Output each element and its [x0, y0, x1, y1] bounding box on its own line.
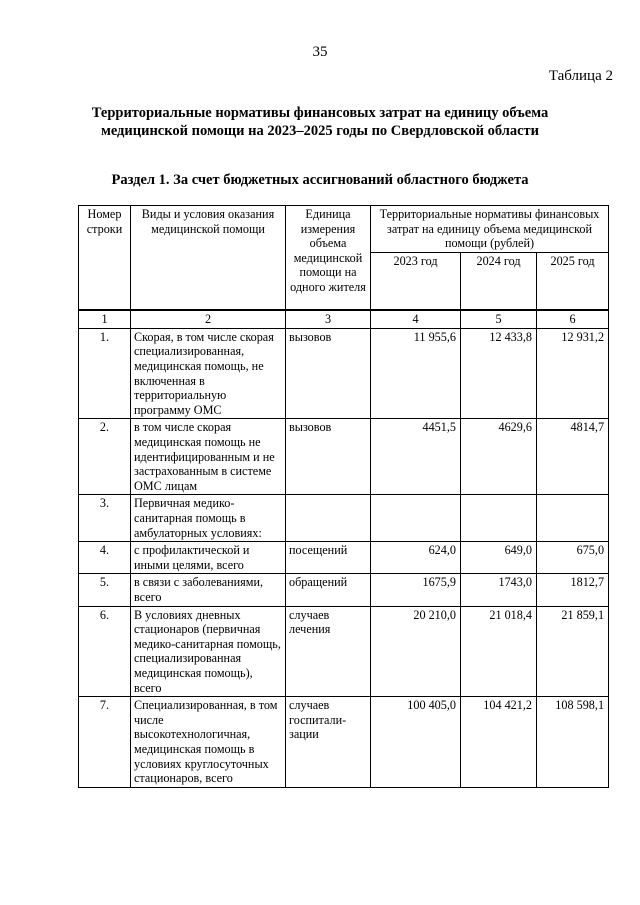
value-2023: 1675,9	[371, 574, 461, 606]
care-type: с профилактической и иными целями, всего	[131, 542, 286, 574]
value-2024: 12 433,8	[461, 328, 537, 419]
column-number: 4	[371, 310, 461, 328]
table-row	[79, 697, 609, 788]
care-type: Первичная медико-санитарная помощь в амбулаторных условиях:	[131, 495, 286, 542]
care-type: Специализированная, в том числе высокотехнологичная, медицинская помощь в условиях круглосуточных стационаров, всего	[131, 697, 286, 788]
header-row-number: Номер строки	[79, 206, 131, 311]
care-type: в том числе скорая медицинская помощь не идентифицированным и не застрахованным в системе ОМС лицам	[131, 419, 286, 495]
row-number: 5.	[79, 574, 131, 606]
header-norms-group: Территориальные нормативы финансовых затрат на единицу объема медицинской помощи (рублей)	[371, 206, 609, 253]
table-row	[79, 606, 609, 697]
row-number: 2.	[79, 419, 131, 495]
value-2025	[537, 495, 609, 542]
column-number: 2	[131, 310, 286, 328]
table-row	[79, 495, 609, 542]
column-numbers-row	[79, 310, 609, 328]
header-care-type: Виды и условия оказания медицинской помощи	[131, 206, 286, 311]
section-title: Раздел 1. За счет бюджетных ассигнований областного бюджета	[111, 172, 529, 188]
table-row	[79, 328, 609, 419]
row-number: 1.	[79, 328, 131, 419]
row-number: 3.	[79, 495, 131, 542]
row-number: 4.	[79, 542, 131, 574]
value-2024	[461, 495, 537, 542]
value-2025: 12 931,2	[537, 328, 609, 419]
header-row	[79, 206, 609, 253]
value-2025: 21 859,1	[537, 606, 609, 697]
document-title	[0, 104, 640, 140]
unit: обращений	[286, 574, 371, 606]
value-2025: 675,0	[537, 542, 609, 574]
table-row	[79, 574, 609, 606]
unit: вызовов	[286, 328, 371, 419]
column-number: 3	[286, 310, 371, 328]
title-line-1: Территориальные нормативы финансовых затрат на единицу объема	[91, 105, 549, 121]
title-line-2: медицинской помощи на 2023–2025 годы по Свердловской области	[100, 123, 540, 139]
value-2023	[371, 495, 461, 542]
unit: вызовов	[286, 419, 371, 495]
value-2024: 21 018,4	[461, 606, 537, 697]
value-2024: 4629,6	[461, 419, 537, 495]
value-2024: 649,0	[461, 542, 537, 574]
unit: случаев лечения	[286, 606, 371, 697]
care-type: в связи с заболеваниями, всего	[131, 574, 286, 606]
page-number: 35	[312, 44, 328, 60]
value-2023: 624,0	[371, 542, 461, 574]
value-2023: 11 955,6	[371, 328, 461, 419]
header-unit: Единица измерения объема медицинской помощи на одного жителя	[286, 206, 371, 311]
column-number: 5	[461, 310, 537, 328]
column-number: 1	[79, 310, 131, 328]
table-row	[79, 542, 609, 574]
unit	[286, 495, 371, 542]
table-row	[79, 419, 609, 495]
value-2025: 108 598,1	[537, 697, 609, 788]
unit: посещений	[286, 542, 371, 574]
value-2024: 1743,0	[461, 574, 537, 606]
unit: случаев госпитали-зации	[286, 697, 371, 788]
value-2023: 4451,5	[371, 419, 461, 495]
row-number: 7.	[79, 697, 131, 788]
value-2025: 4814,7	[537, 419, 609, 495]
value-2023: 20 210,0	[371, 606, 461, 697]
value-2023: 100 405,0	[371, 697, 461, 788]
header-year-2025: 2025 год	[537, 252, 609, 310]
care-type: Скорая, в том числе скорая специализированная, медицинская помощь, не включенная в территориальную программу ОМС	[131, 328, 286, 419]
table-label: Таблица 2	[548, 68, 613, 84]
value-2024: 104 421,2	[461, 697, 537, 788]
norms-table	[78, 205, 609, 788]
care-type: В условиях дневных стационаров (первичная медико-санитарная помощь, специализированная медицинская помощь), всего	[131, 606, 286, 697]
value-2025: 1812,7	[537, 574, 609, 606]
header-year-2023: 2023 год	[371, 252, 461, 310]
row-number: 6.	[79, 606, 131, 697]
header-year-2024: 2024 год	[461, 252, 537, 310]
column-number: 6	[537, 310, 609, 328]
